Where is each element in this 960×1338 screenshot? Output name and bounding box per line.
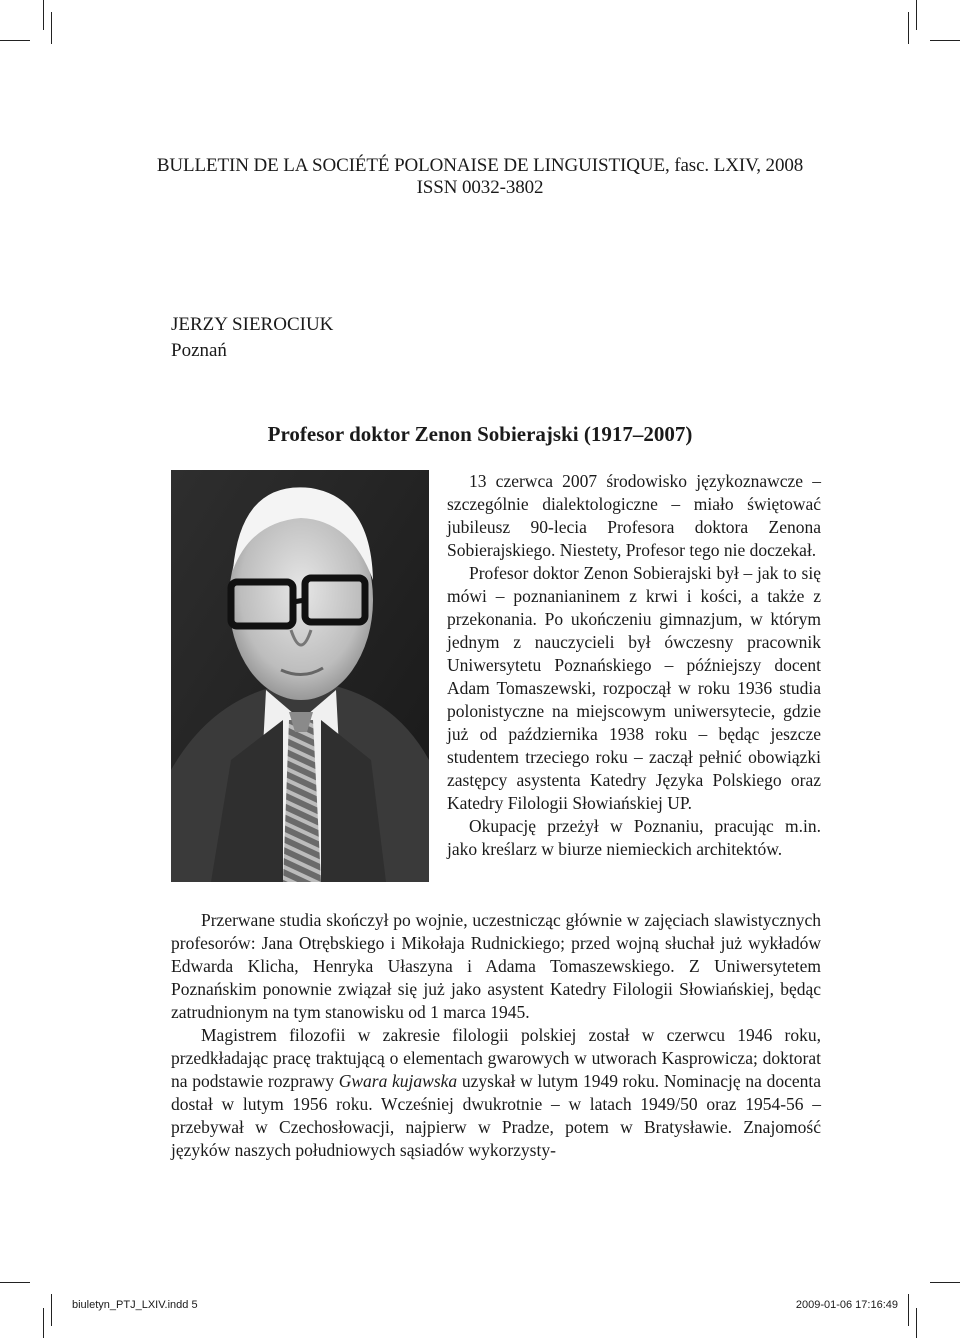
crop-mark <box>43 1308 44 1338</box>
journal-header: BULLETIN DE LA SOCIÉTÉ POLONAISE DE LINGUISTIQUE, fasc. LXIV, 2008 <box>156 155 804 176</box>
footer-timestamp: 2009-01-06 17:16:49 <box>795 1299 898 1311</box>
paragraph <box>171 1024 821 1162</box>
crop-mark <box>908 1294 909 1326</box>
intro-column <box>447 470 821 861</box>
crop-mark <box>908 12 909 44</box>
text-run: Magistrem filozofii w zakresie filologii polskiej został w czerwcu 1946 roku, przedkładając pracę traktującą o elementach gwarowych w utworach Kasprowicza; doktorat na podstawie rozprawy <box>171 1025 821 1091</box>
crop-mark <box>930 1282 960 1283</box>
paragraph: Profesor doktor Zenon Sobierajski był – jak to się mówi – poznanianinem z krwi i kości, a także z przekonania. Po ukończeniu gimnazjum, w którym jednym z nauczycieli był ówczesny pracownik Uniwersytetu Poznańskiego – późniejszy docent Adam Tomaszewski, rozpoczął w roku 1936 studia polonistyczne na miejscowym uniwersytecie, gdzie już od października 1938 roku – będąc jeszcze studentem trzeciego roku – zaczął pełnić obowiązki zastępcy asystenta Katedry Języka Polskiego oraz Katedry Filologii Słowiańskiej UP. <box>447 563 821 813</box>
crop-mark <box>0 40 30 41</box>
article-title: Profesor doktor Zenon Sobierajski (1917–2007) <box>267 422 693 446</box>
crop-mark <box>0 1282 30 1283</box>
paragraph: 13 czerwca 2007 środowisko językoznawcze – szczególnie dialektologiczne – miało świętować jubileusz 90-lecia Profesora doktora Zenona Sobierajskiego. Niestety, Profesor tego nie doczekał. <box>447 471 821 560</box>
text-run: uzyskał w lutym 1949 roku. Nominację na docenta dostał w lutym 1956 roku. Wcześniej dwukrotnie – w latach 1949/50 oraz 1954-56 – przebywał w Czechosłowacji, najpierw w Pradze, potem w Bratysławie. Znajomość języków naszych południowych sąsiadów wykorzysty- <box>171 1071 821 1160</box>
crop-mark <box>916 1308 917 1338</box>
author-name: JERZY SIEROCIUK <box>171 314 334 335</box>
crop-mark <box>51 1294 52 1326</box>
paragraph: Okupację przeżył w Poznaniu, pracując m.in. jako kreślarz w biurze niemieckich architektów. <box>447 816 821 859</box>
issn-line: ISSN 0032-3802 <box>416 177 544 198</box>
crop-mark <box>51 12 52 44</box>
crop-mark <box>43 0 44 30</box>
portrait-photo <box>171 470 429 882</box>
crop-mark <box>930 40 960 41</box>
author-city: Poznań <box>171 340 227 361</box>
article-body <box>171 909 821 1162</box>
book-title: Gwara kujawska <box>338 1071 458 1091</box>
footer-file-name: biuletyn_PTJ_LXIV.indd 5 <box>72 1299 198 1311</box>
paragraph: Przerwane studia skończył po wojnie, uczestnicząc głównie w zajęciach slawistycznych profesorów: Jana Otrębskiego i Mikołaja Rudnickiego; przed wojną słuchał już wykładów Edwarda Klicha, Henryka Ułaszyna i Adama Tomaszewskiego. Z Uniwersytetem Poznańskim ponownie związał się już jako asystent Katedry Filologii Słowiańskiej, będąc zatrudnionym na tym stanowisku od 1 marca 1945. <box>171 910 821 1022</box>
crop-mark <box>916 0 917 30</box>
